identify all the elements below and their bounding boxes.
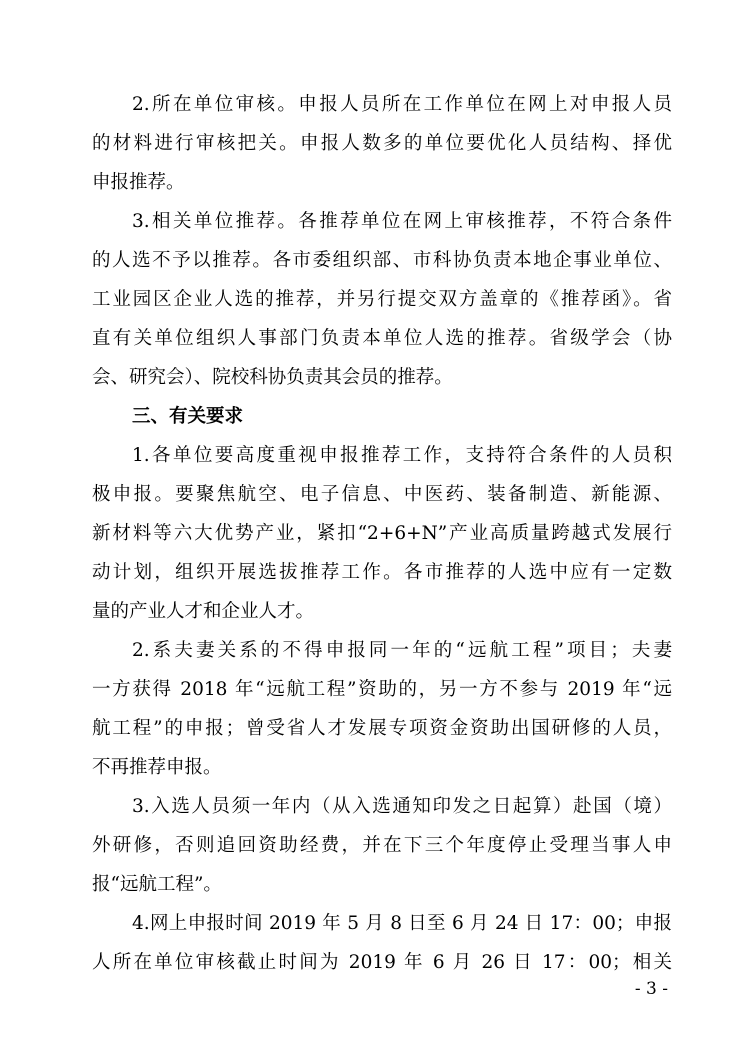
paragraph-line: 一方获得 2018 年“远航工程”资助的，另一方不参与 2019 年“远 xyxy=(92,679,672,700)
paragraph-line: 会、研究会）、院校科协负责其会员的推荐。 xyxy=(92,367,453,388)
paragraph-line: 的材料进行审核把关。申报人数多的单位要优化人员结构、择优 xyxy=(92,133,672,154)
paragraph-line: 量的产业人才和企业人才。 xyxy=(92,601,315,622)
paragraph-line: 新材料等六大优势产业，紧扣“2+6+N”产业高质量跨越式发展行 xyxy=(92,523,672,544)
paragraph-line: 极申报。要聚焦航空、电子信息、中医药、装备制造、新能源、 xyxy=(92,484,672,505)
section-heading: 三、有关要求 xyxy=(132,406,244,427)
paragraph-line: 申报推荐。 xyxy=(92,172,185,193)
paragraph-line: 的人选不予以推荐。各市委组织部、市科协负责本地企事业单位、 xyxy=(92,250,672,271)
paragraph-line: 人所在单位审核截止时间为 2019 年 6 月 26 日 17：00；相关 xyxy=(92,952,672,973)
paragraph-line: 4.网上申报时间 2019 年 5 月 8 日至 6 月 24 日 17：00；申报 xyxy=(132,913,672,934)
paragraph-line: 1.各单位要高度重视申报推荐工作，支持符合条件的人员积 xyxy=(132,445,672,466)
paragraph-line: 航工程”的申报；曾受省人才发展专项资金资助出国研修的人员， xyxy=(92,718,672,739)
paragraph-line: 报“远航工程”。 xyxy=(92,874,222,895)
paragraph-line: 外研修，否则追回资助经费，并在下三个年度停止受理当事人申 xyxy=(92,835,672,856)
paragraph-line: 动计划，组织开展选拔推荐工作。各市推荐的人选中应有一定数 xyxy=(92,562,672,583)
page-number: - 3 - xyxy=(634,979,668,999)
paragraph-line: 3.入选人员须一年内（从入选通知印发之日起算）赴国（境） xyxy=(132,796,672,817)
paragraph-line: 2.所在单位审核。申报人员所在工作单位在网上对申报人员 xyxy=(132,94,672,115)
paragraph-line: 工业园区企业人选的推荐，并另行提交双方盖章的《推荐函》。省 xyxy=(92,289,672,310)
paragraph-line: 直有关单位组织人事部门负责本单位人选的推荐。省级学会（协 xyxy=(92,328,672,349)
paragraph-line: 不再推荐申报。 xyxy=(92,757,222,778)
paragraph-line: 3.相关单位推荐。各推荐单位在网上审核推荐，不符合条件 xyxy=(132,211,672,232)
paragraph-line: 2.系夫妻关系的不得申报同一年的“远航工程”项目；夫妻 xyxy=(132,640,672,661)
